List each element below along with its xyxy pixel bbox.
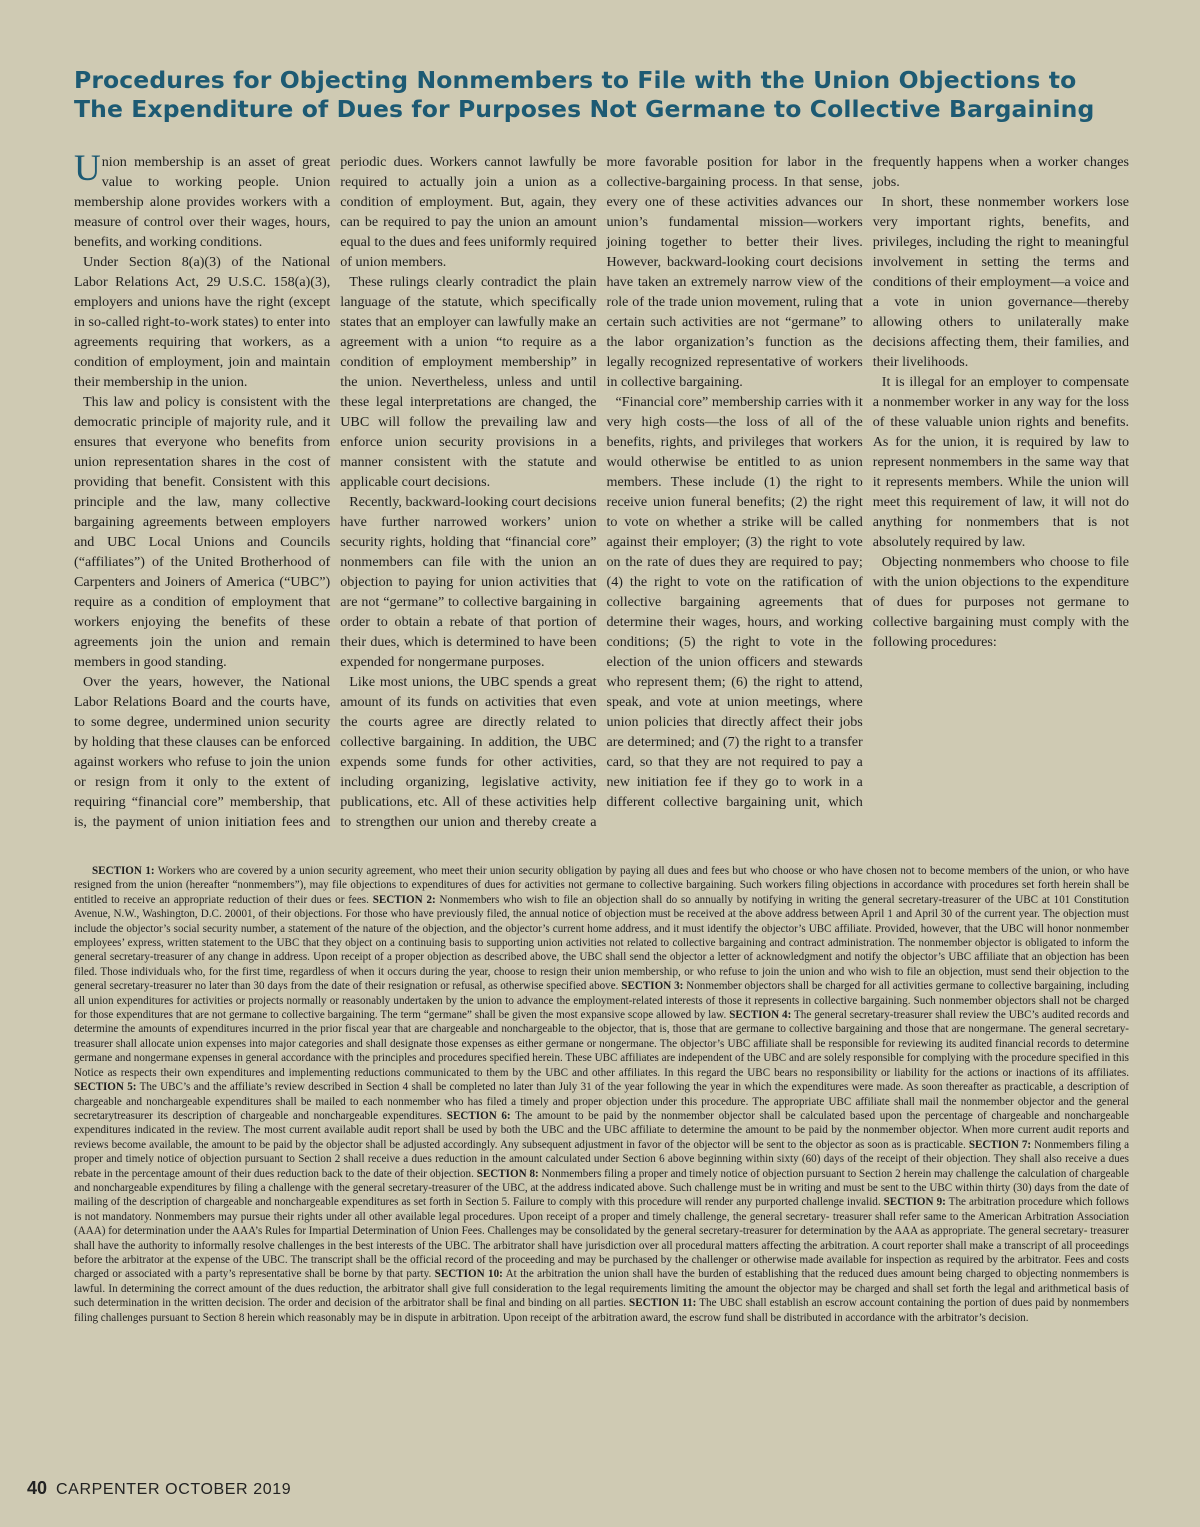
section-text: Nonmembers filing a proper and timely notice of objection pursuant to Section 2 shall receive a dues reduction in the amount calculated under Section 6 above beginning within sixty (60) days of the receipt of their objection. They shall also receive a dues rebate in the percentage amount of their dues reduction back to the date of their objection. [74, 1138, 1129, 1180]
section-text: The UBC shall establish an escrow account containing the portion of dues paid by nonmembers filing challenges pursuant to Section 8 herein which reasonably may be in dispute in arbitration. Upon receipt of the arbitration award, the escrow fund shall be distributed in accordance with the arbitrator’s decision. [74, 1297, 1130, 1324]
section-label: SECTION 10: [434, 1268, 503, 1281]
section-text: The arbitration procedure which follows is not mandatory. Nonmembers may pursue their rights under all other available legal procedures. Upon receipt of a proper and timely challenge, the general secretary- treasurer shall refer same to the American Arbitration Association (AAA) for determination under the AAA’s Rules for Impartial Determination of Union Fees. Challenges may be consolidated by the general secretary-treasurer for determination by the AAA as appropriate. The general secretary- treasurer shall have the authority to informally resolve challenges in the best interests of the UBC. The arbitrator shall have jurisdiction over all procedural matters affecting the arbitration. A court reporter shall make a transcript of all proceedings before the arbitrator at the expense of the UBC. The transcript shall be the official record of the proceeding and may be purchased by the challenger or otherwise made available for inspection as required by the arbitrator. Fees and costs charged or associated with a party’s representative shall be borne by that party. [74, 1196, 1129, 1281]
section-label: SECTION 7: [968, 1138, 1032, 1151]
section-text: The UBC’s and the affiliate’s review described in Section 4 shall be completed no later than July 31 of the year following the year in which the expenditures were made. As soon thereafter as practicable, a description of chargeable and nonchargeable expenditures shall be mailed to each nonmember who has filed a timely and proper objection under this procedure. The appropriate UBC affiliate shall mail the nonmember objector and the general secretarytreasurer its description of chargeable and nonchargeable expenditures. [74, 1081, 1129, 1122]
page-title [74, 66, 1144, 124]
section-text: At the arbitration the union shall have the burden of establishing that the reduced dues amount being charged to objecting nonmembers is lawful. In determining the correct amount of the dues reduction, the arbitrator shall give full consideration to the legal requirements limiting the amount the objector may be charged and shall set forth the legal and arithmetical basis of such determination in the written decision. The order and decision of the arbitrator shall be final and binding on all parties. [74, 1268, 1129, 1310]
section-text: Nonmembers filing a proper and timely notice of objection pursuant to Section 2 herein may challenge the calculation of chargeable and nonchargeable expenditures by filing a challenge with the general secretary-treasurer of the UBC, at the address indicated above. Such challenge must be in writing and must be sent to the UBC within thirty (30) days from the date of mailing of the description of chargeable and nonchargeable expenditures as set forth in Section 5. Failure to comply with this procedure will render any purported challenge invalid. [74, 1167, 1129, 1209]
title-line-1: Procedures for Objecting Nonmembers to File with the Union Objections to [74, 66, 1077, 94]
section-label: SECTION 11: [629, 1297, 697, 1310]
paragraph-text: nion membership is an asset of great value to working people. Union membership alone provides workers with a measure of control over their wages, hours, benefits, and working conditions. [74, 154, 331, 250]
article-body [74, 148, 1129, 842]
section-label: SECTION 3: [621, 980, 684, 993]
title-line-2: The Expenditure of Dues for Purposes Not Germane to Collective Bargaining [74, 95, 1095, 123]
article-paragraph: Under Section 8(a)(3) of the National Labor Relations Act, 29 U.S.C. 158(a)(3), employers and unions have the right (except in so-called right-to-work states) to enter into agreements requiring that workers, as a condition of employment, join and maintain their membership in the union. [74, 254, 331, 390]
section-text: Workers who are covered by a union security agreement, who meet their union security obligation by paying all dues and fees but who choose or who have chosen not to become members of the union, or who have resigned from the union (hereafter “nonmembers”), may file objections to expenditures of dues for activities not germane to collective bargaining. Such workers filing objections in accordance with procedures set forth herein shall be entitled to receive an appropriate reduction of their dues or fees. [74, 865, 1129, 906]
procedures-block [74, 864, 1129, 1325]
section-label: SECTION 2: [372, 893, 436, 906]
article-paragraph: “Financial core” membership carries with it very high costs—the loss of all of the benefits, rights, and privileges that workers would otherwise be entitled to as union members. These include (1) the right to receive union funeral benefits; (2) the right to vote on whether a strike will be called against their employer; (3) the right to vote on the rate of dues they are required to pay; (4) the right to vote on the ratification of collective bargaining agreements that determine their wages, hours, and working conditions; (5) the right to vote in the election of the union officers and stewards who represent them; (6) the right to attend, speak, and vote at union meetings, where union policies that directly affect their jobs are determined; and (7) the right to a transfer card, so that they are not required to pay a new initiation fee if they go to work in a different collective bargaining unit, which frequently happens when a worker changes jobs. [606, 154, 1129, 810]
section-text: Nonmembers who wish to file an objection shall do so annually by notifying in writing the general secretary-treasurer of the UBC at 101 Constitution Avenue, N.W., Washington, D.C. 20001, of their objections. For those who have previously filed, the annual notice of objection must be received at the above address between April 1 and April 30 of the current year. The objection must include the objector’s social security number, a statement of the nature of the objection, and the objector’s current home address, and it must identify the objector’s UBC affiliate. Provided, however, that the UBC will honor nonmember employees’ express, written statement to the UBC that they object on a continuing basis to supporting union activities not related to collective bargaining and contract administration. The nonmember objector is obligated to inform the general secretary-treasurer of any change in address. Upon receipt of a proper objection as described above, the UBC shall send the objector a letter of acknowledgment and notify the objector’s UBC affiliate that an objection has been filed. Those individuals who, for the first time, regardless of when it occurs during the year, choose to resign their union membership, or who refuse to join the union and who wish to file an objection, must send their objection to the general secretary-treasurer no later than 30 days from the date of their resignation or refusal, as otherwise specified above. [74, 893, 1130, 993]
drop-cap: U [74, 148, 101, 189]
section-label: SECTION 4: [729, 1009, 792, 1022]
section-label: SECTION 1: [92, 865, 155, 877]
section-text: Nonmember objectors shall be charged for all activities germane to collective bargaining, including all union expenditures for activities or projects normally or reasonably undertaken by the union to advance the employment-related interests of those it represents in collective bargaining. Such nonmember objectors shall not be charged for those expenditures that are not germane to collective bargaining. The term “germane” shall be given the most expansive scope allowed by law. [74, 980, 1129, 1022]
publication-name: CARPENTER OCTOBER 2019 [56, 1481, 292, 1498]
article-paragraph: This law and policy is consistent with the democratic principle of majority rule, and it ensures that everyone who benefits from union representation shares in the cost of providing that benefit. Consistent with this principle and the law, many collective bargaining agreements between employers and UBC Local Unions and Councils (“affiliates”) of the United Brotherhood of Carpenters and Joiners of America (“UBC”) require as a condition of employment that workers enjoying the benefits of these agreements join the union and remain members in good standing. [74, 394, 331, 670]
article-paragraph: Over the years, however, the National Labor Relations Board and the courts have, to some degree, undermined union security by holding that these clauses can be enforced against workers who refuse to join the union or resign from it only to the extent of requiring “financial core” membership, that is, the payment of union initiation fees and periodic dues. Workers cannot lawfully be required to actually join a union as a condition of employment. But, again, they can be required to pay the union an amount equal to the dues and fees uniformly required of union members. [74, 154, 597, 830]
section-label: SECTION 5: [74, 1081, 137, 1094]
section-text: The general secretary-treasurer shall review the UBC’s audited records and determine the amounts of expenditures incurred in the prior fiscal year that are chargeable and nonchargeable to the objector, that is, those that are germane to collective bargaining and those that are nongermane. The general secretary-treasurer shall allocate union expenses into major categories and shall designate those expenses as either germane or nongermane. The objector’s UBC affiliate shall be responsible for reviewing its audited financial records to determine germane and nongermane expenses in general accordance with the principles and procedures specified herein. These UBC affiliates are independent of the UBC and are solely responsible for complying with the procedure specified in this Notice as respects their own expenditures and implementing reductions communicated to them by the UBC and other affiliates. In this regard the UBC bears no responsibility or liability for the actions or inactions of its affiliates. [74, 1009, 1130, 1079]
article-paragraph: In short, these nonmember workers lose very important rights, benefits, and privileges, including the right to meaningful involvement in setting the terms and conditions of their employment—a voice and a vote in union governance—thereby allowing others to unilaterally make decisions affecting them, their families, and their livelihoods. [872, 194, 1129, 370]
section-label: SECTION 6: [446, 1109, 511, 1122]
article-paragraph: These rulings clearly contradict the plain language of the statute, which specifically states that an employer can lawfully make an agreement with a union “to require as a condition of employment membership” in the union. Nevertheless, unless and until these legal interpretations are changed, the UBC will follow the prevailing law and enforce union security provisions in a manner consistent with the statute and applicable court decisions. [340, 274, 597, 490]
article-paragraph: Like most unions, the UBC spends a great amount of its funds on activities that even the courts agree are directly related to collective bargaining. In addition, the UBC expends some funds for other activities, including organizing, legislative activity, publications, etc. All of these activities help to strengthen our union and thereby create a more favorable position for labor in the collective-bargaining process. In that sense, every one of these activities advances our union’s fundamental mission—workers joining together to better their lives. However, backward-looking court decisions have taken an extremely narrow view of the role of the trade union movement, ruling that certain such activities are not “germane” to the labor organization’s function as the legally recognized representative of workers in collective bargaining. [340, 154, 863, 830]
page-footer [27, 1478, 291, 1499]
page-number: 40 [27, 1478, 48, 1498]
section-text: The amount to be paid by the nonmember objector shall be calculated based upon the percentage of chargeable and nonchargeable expenditures indicated in the review. The most current available audit report shall be used by both the UBC and the UBC affiliate to determine the amount to be paid by the nonmember objector. When more current audit reports and reviews become available, the amount to be paid by the objector shall be adjusted accordingly. Any subsequent adjustment in favor of the objector will be sent to the objector as soon as is practicable. [74, 1109, 1130, 1151]
article-paragraph: Recently, backward-looking court decisions have further narrowed workers’ union security rights, holding that “financial core” nonmembers can file with the union an objection to paying for union activities that are not “germane” to collective bargaining in order to obtain a rebate of that portion of their dues, which is determined to have been expended for nongermane purposes. [340, 494, 597, 670]
article-paragraph [74, 148, 331, 252]
section-label: SECTION 9: [883, 1196, 946, 1209]
article-paragraph: Objecting nonmembers who choose to file with the union objections to the expenditure of dues for purposes not germane to collective bargaining must comply with the following procedures: [872, 554, 1129, 650]
section-label: SECTION 8: [476, 1167, 539, 1180]
article-paragraph: It is illegal for an employer to compensate a nonmember worker in any way for the loss of these valuable union rights and benefits. As for the union, it is required by law to represent nonmembers in the same way that it represents members. While the union will meet this requirement of law, it will not do anything for nonmembers that is not absolutely required by law. [872, 374, 1129, 550]
